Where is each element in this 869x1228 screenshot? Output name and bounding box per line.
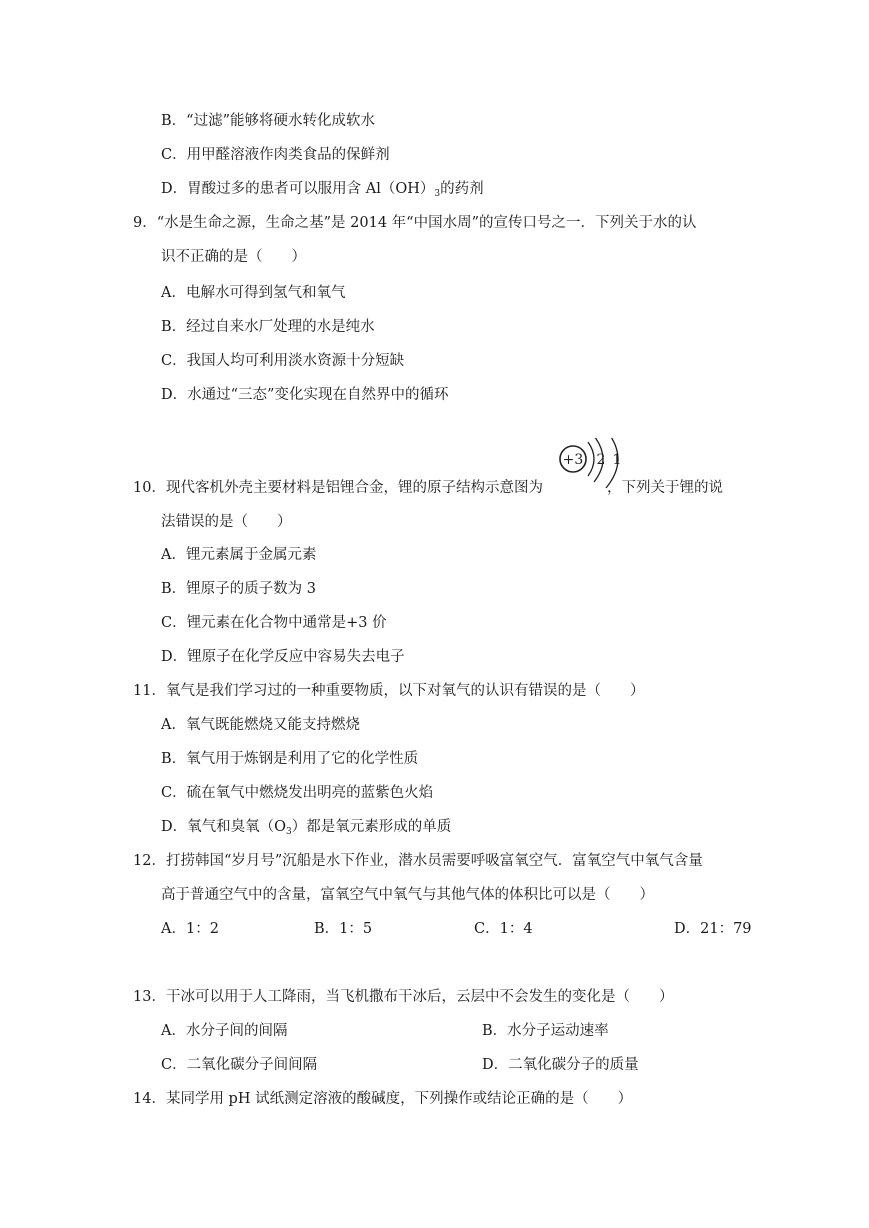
q8-option-c: C．用甲醛溶液作肉类食品的保鲜剂: [161, 147, 390, 163]
q12-option-c: C．1：4: [474, 921, 533, 937]
q13-option-c: C．二氧化碳分子间间隔: [161, 1057, 318, 1073]
q10-stem-line1: 10．现代客机外壳主要材料是铝锂合金，锂的原子结构示意图为 ，下列关于锂的说: [133, 480, 723, 496]
q9-stem-line2: 识不正确的是（ ）: [161, 249, 306, 265]
q10-option-a: A．锂元素属于金属元素: [161, 547, 317, 563]
q9-stem-line1: 9．“水是生命之源，生命之基”是 2014 年“中国水周”的宣传口号之一．下列关于水的认: [133, 215, 697, 231]
q9-option-d: D．水通过“三态”变化实现在自然界中的循环: [161, 387, 449, 403]
shell1-electrons: 2: [596, 452, 606, 468]
q12-option-b: B．1：5: [314, 921, 373, 937]
q11-option-c: C．硫在氧气中燃烧发出明亮的蓝紫色火焰: [161, 785, 434, 801]
q9-option-b: B．经过自来水厂处理的水是纯水: [161, 319, 375, 335]
q12-option-a: A．1：2: [161, 921, 219, 937]
q11-stem: 11．氧气是我们学习过的一种重要物质，以下对氧气的认识有错误的是（ ）: [133, 683, 645, 699]
q12-stem-line2: 高于普通空气中的含量，富氧空气中氧气与其他气体的体积比可以是（ ）: [161, 887, 654, 903]
shell2-electrons: 1: [612, 452, 622, 468]
q10-option-c: C．锂元素在化合物中通常是+3 价: [161, 615, 387, 631]
q11-option-b: B．氧气用于炼钢是利用了它的化学性质: [161, 751, 419, 767]
q8-option-d: D．胃酸过多的患者可以服用含 $Al(OH)_3$的药剂: [161, 181, 484, 199]
q11-option-a: A．氧气既能燃烧又能支持燃烧: [161, 717, 360, 733]
q8-option-b: B．“过滤”能够将硬水转化成软水: [161, 113, 375, 129]
q11-option-d: D．氧气和臭氧$(O_3)$都是氧元素形成的单质: [161, 819, 452, 837]
q13-option-b: B．水分子运动速率: [482, 1023, 609, 1039]
q12-stem-line1: 12．打捞韩国“岁月号”沉船是水下作业，潜水员需要呼吸富氧空气．富氧空气中氧气含量: [133, 853, 703, 869]
q9-option-c: C．我国人均可利用淡水资源十分短缺: [161, 353, 405, 369]
q10-stem-line2: 法错误的是（ ）: [161, 514, 292, 530]
shell1-arc: [588, 442, 594, 476]
nucleus-charge: +3: [562, 452, 584, 468]
q12-option-d: D．21：79: [674, 921, 752, 937]
q13-stem: 13．干冰可以用于人工降雨，当飞机撒布干冰后，云层中不会发生的变化是（ ）: [133, 989, 674, 1005]
q9-option-a: A．电解水可得到氢气和氧气: [161, 285, 346, 301]
q14-stem: 14．某同学用 pH 试纸测定溶液的酸碱度，下列操作或结论正确的是（ ）: [133, 1091, 633, 1107]
q10-option-b: B．锂原子的质子数为 3: [161, 581, 316, 597]
q10-option-d: D．锂原子在化学反应中容易失去电子: [161, 649, 405, 665]
q13-option-a: A．水分子间的间隔: [161, 1023, 288, 1039]
q13-option-d: D．二氧化碳分子的质量: [482, 1057, 639, 1073]
